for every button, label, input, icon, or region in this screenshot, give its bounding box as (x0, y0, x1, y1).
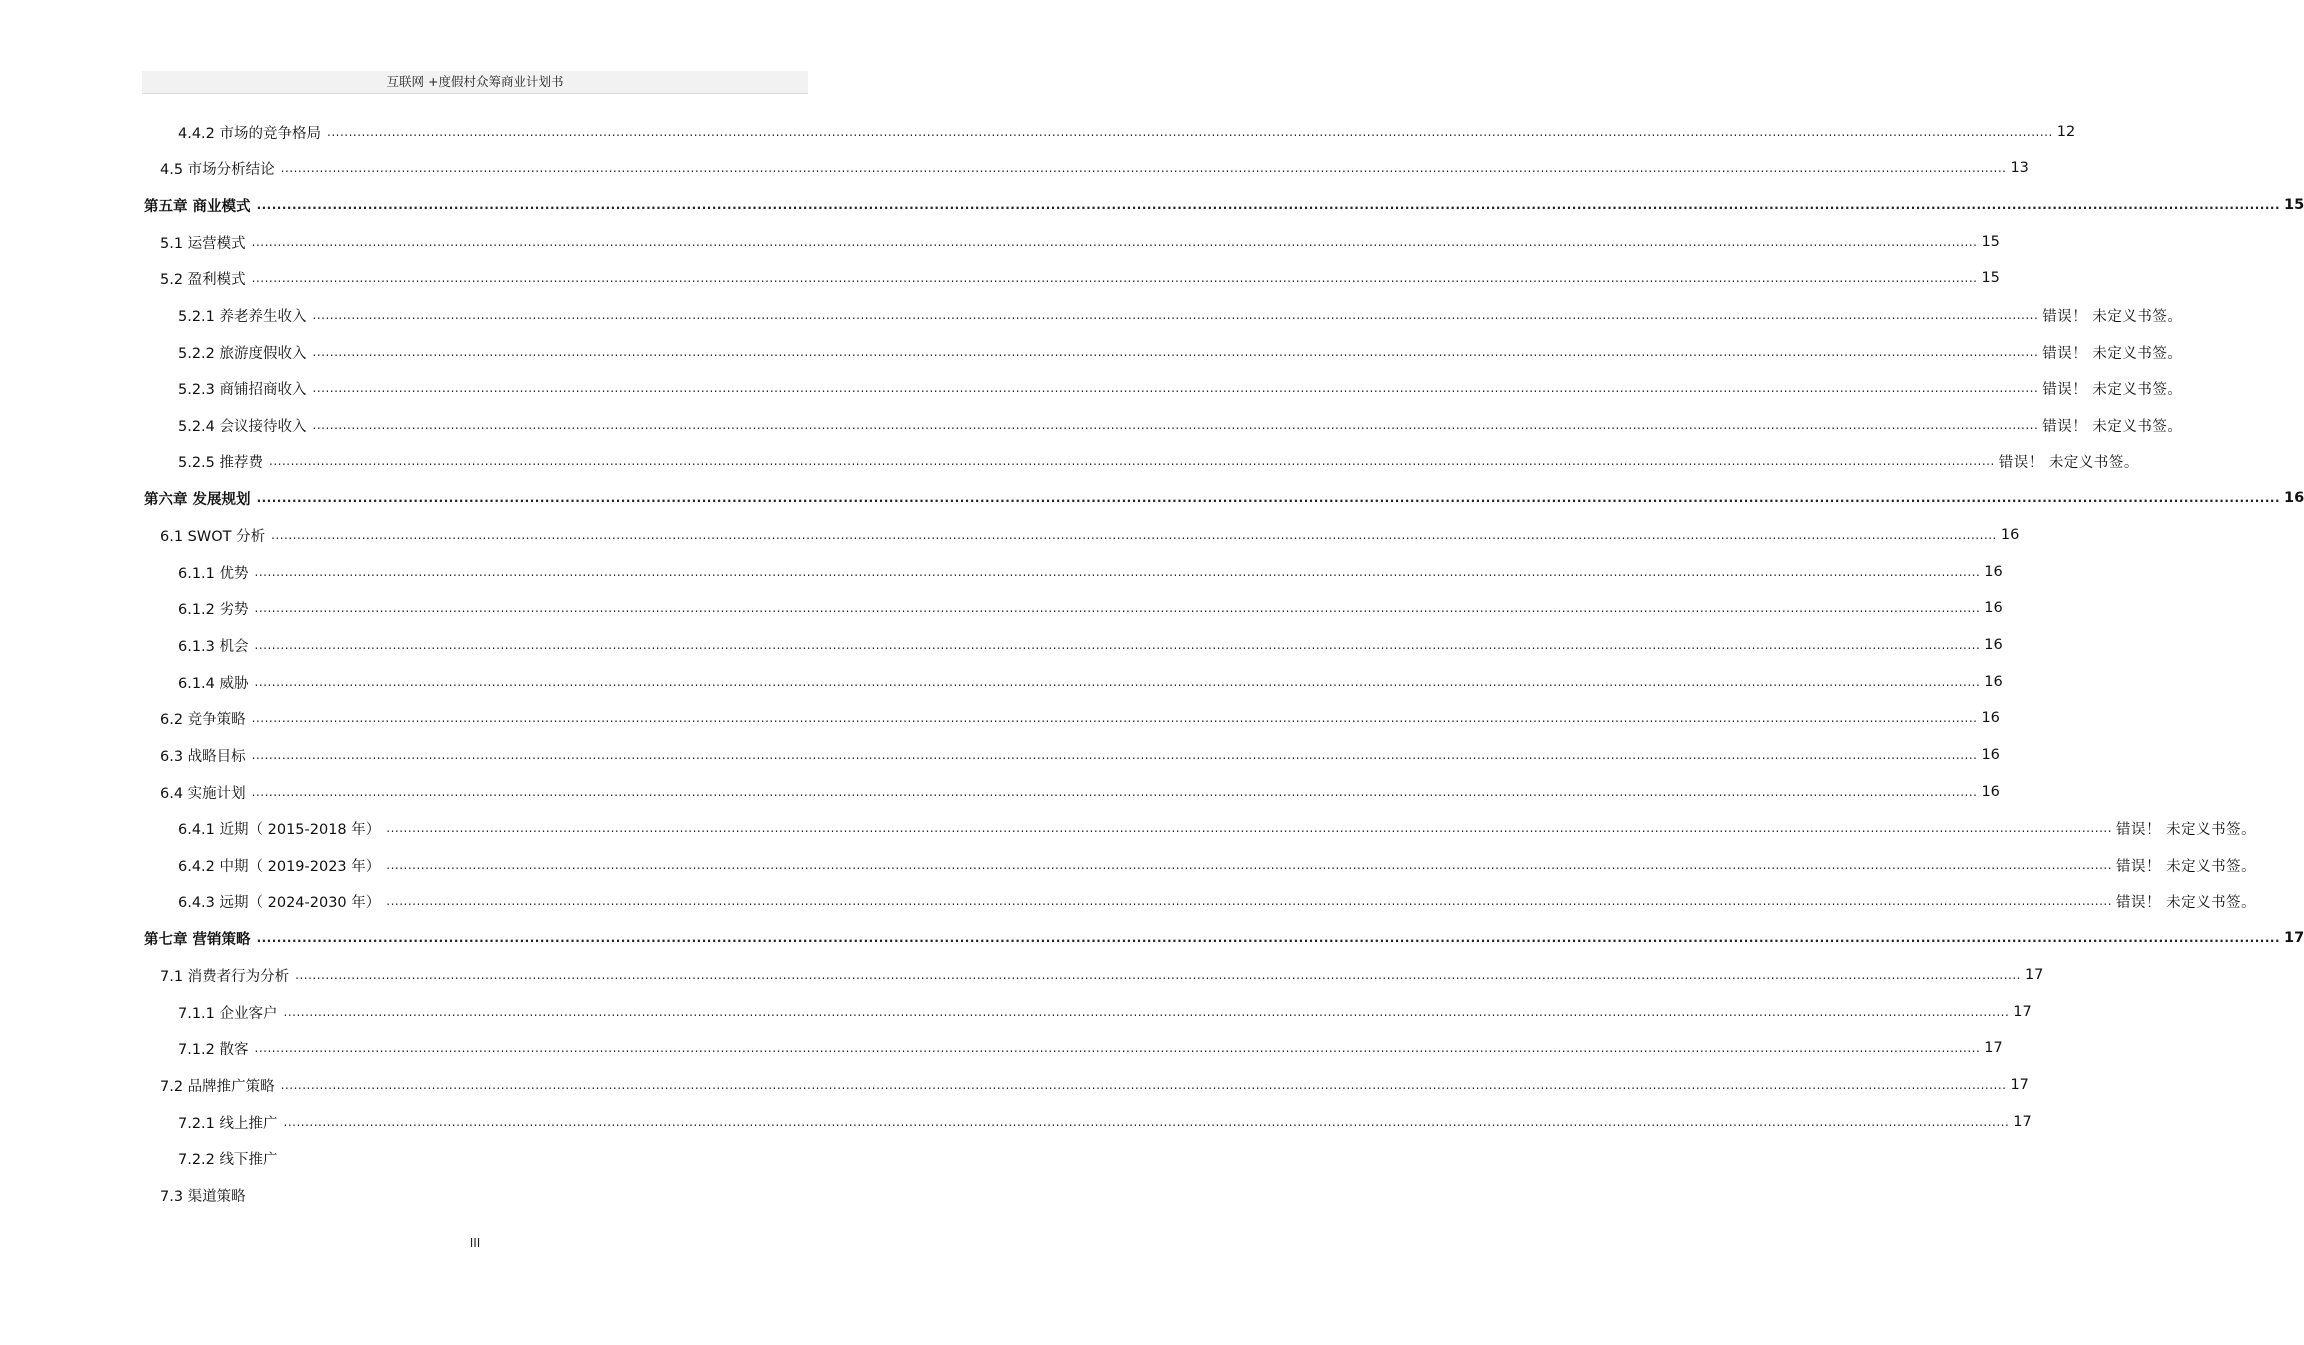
dot-leader: ................................................................................................................................................................................................................................................................................................................................................................................................................ (280, 161, 2007, 175)
toc-entry[interactable] (178, 847, 2257, 883)
toc-entry-title: 4.4.2 市场的竞争格局 (178, 125, 322, 142)
toc-entry-page: 16 (1984, 674, 2003, 690)
toc-entry-error: 错误！ 未定义书签。 (2116, 858, 2257, 875)
toc-entry-error: 错误！ 未定义书签。 (2042, 345, 2183, 362)
toc-entry[interactable] (160, 774, 2000, 810)
toc-entry[interactable] (178, 334, 2183, 370)
toc-entry-title: 5.2.3 商铺招商收入 (178, 381, 307, 398)
dot-leader: ................................................................................................................................................................................................................................................................................................................................................................................................................ (251, 235, 1978, 249)
dot-leader: ................................................................................................................................................................................................................................................................................................................................................................................................................ (280, 1078, 2007, 1092)
dot-leader: ................................................................................................................................................................................................................................................................................................................................................................................................................ (254, 565, 1981, 579)
toc-entry-title: 7.2.2 线下推广 (178, 1151, 278, 1168)
toc-entry-page: 16 (1981, 710, 2000, 726)
toc-entry-page: 15 (1981, 234, 2000, 250)
toc-entry-page: 17 (2284, 930, 2304, 946)
toc-entry[interactable] (144, 187, 2304, 223)
toc-entry-title: 6.1.1 优势 (178, 565, 249, 582)
dot-leader: ................................................................................................................................................................................................................................................................................................................................................................................................................ (295, 968, 2021, 982)
toc-entry[interactable] (178, 297, 2183, 333)
toc-entry-title: 4.5 市场分析结论 (160, 161, 275, 178)
toc-entry-page: 17 (2010, 1077, 2029, 1093)
toc-entry-title: 5.2.2 旅游度假收入 (178, 345, 307, 362)
toc-entry-title: 7.1.2 散客 (178, 1041, 249, 1058)
toc-entry[interactable] (160, 1067, 2029, 1103)
toc-entry-page: 17 (2024, 967, 2044, 983)
toc-entry[interactable] (178, 1140, 284, 1176)
toc-entry[interactable] (178, 627, 2003, 663)
toc-entry-title: 5.2.5 推荐费 (178, 454, 264, 471)
document-title: 互联网 +度假村众筹商业计划书 (386, 74, 564, 89)
toc-entry-page: 16 (2000, 527, 2020, 543)
dot-leader: ................................................................................................................................................................................................................................................................................................................................................................................................................ (251, 748, 1978, 762)
toc-entry[interactable] (178, 994, 2032, 1030)
dot-leader: ................................................................................................................................................................................................................................................................................................................................................................................................................ (254, 675, 1981, 689)
toc-entry[interactable] (178, 370, 2183, 406)
toc-entry-page: 12 (2056, 124, 2076, 140)
toc-entry-title: 6.3 战略目标 (160, 748, 246, 765)
toc-entry-title: 7.2.1 线上推广 (178, 1115, 278, 1132)
dot-leader: ................................................................................................................................................................................................................................................................................................................................................................................................................ (312, 381, 2039, 395)
toc-entry-page: 16 (1984, 600, 2003, 616)
dot-leader: ................................................................................................................................................................................................................................................................................................................................................................................................................ (312, 308, 2039, 322)
toc-entry-title: 6.4 实施计划 (160, 785, 246, 802)
toc-entry-title: 6.1.3 机会 (178, 638, 249, 655)
toc-entry-title: 5.2.1 养老养生收入 (178, 308, 307, 325)
dot-leader: ................................................................................................................................................................................................................................................................................................................................................................................................................ (251, 711, 1978, 725)
toc-entry-page: 16 (1984, 564, 2003, 580)
toc-entry[interactable] (160, 1177, 252, 1213)
toc-entry-title: 第六章 发展规划 (144, 491, 251, 508)
toc-entry[interactable] (178, 664, 2003, 700)
toc-entry[interactable] (178, 554, 2003, 590)
toc-entry-page: 16 (1981, 747, 2000, 763)
toc-entry[interactable] (178, 810, 2257, 846)
toc-entry-title: 5.2.4 会议接待收入 (178, 418, 307, 435)
toc-entry[interactable] (160, 700, 2000, 736)
toc-entry-page: 15 (1981, 270, 2000, 286)
toc-entry[interactable] (178, 1104, 2032, 1140)
toc-entry-title: 7.3 渠道策略 (160, 1188, 246, 1205)
toc-entry[interactable] (178, 114, 2076, 150)
dot-leader: ................................................................................................................................................................................................................................................................................................................................................................................................................ (386, 858, 2113, 872)
dot-leader: ................................................................................................................................................................................................................................................................................................................................................................................................................ (312, 345, 2039, 359)
toc-entry-title: 6.4.3 远期（ 2024-2030 年） (178, 894, 381, 911)
dot-leader: ................................................................................................................................................................................................................................................................................................................................................................................................................ (312, 418, 2039, 432)
toc-entry-title: 7.2 品牌推广策略 (160, 1078, 275, 1095)
dot-leader: ................................................................................................................................................................................................................................................................................................................................................................................................................ (256, 198, 2280, 212)
dot-leader: ................................................................................................................................................................................................................................................................................................................................................................................................................ (269, 454, 1995, 468)
toc-entry-title: 5.1 运营模式 (160, 235, 246, 252)
toc-entry[interactable] (178, 407, 2183, 443)
dot-leader: ................................................................................................................................................................................................................................................................................................................................................................................................................ (256, 491, 2280, 505)
dot-leader: ................................................................................................................................................................................................................................................................................................................................................................................................................ (254, 601, 1981, 615)
page-number: III (469, 1236, 481, 1250)
toc-entry-error: 错误！ 未定义书签。 (2042, 418, 2183, 435)
toc-entry-title: 第五章 商业模式 (144, 198, 251, 215)
dot-leader: ................................................................................................................................................................................................................................................................................................................................................................................................................ (283, 1115, 2010, 1129)
toc-entry[interactable] (160, 737, 2000, 773)
toc-entry[interactable] (144, 480, 2304, 516)
toc-entry[interactable] (160, 260, 2000, 296)
toc-entry[interactable] (178, 590, 2003, 626)
dot-leader: ................................................................................................................................................................................................................................................................................................................................................................................................................ (251, 271, 1978, 285)
toc-entry-page: 17 (2013, 1004, 2032, 1020)
toc-entry-page: 16 (1981, 784, 2000, 800)
toc-entry-page: 17 (2013, 1114, 2032, 1130)
dot-leader: ................................................................................................................................................................................................................................................................................................................................................................................................................ (283, 1005, 2010, 1019)
running-header (142, 71, 808, 94)
toc-entry-title: 7.1 消费者行为分析 (160, 968, 290, 985)
toc-entry-error: 错误！ 未定义书签。 (2116, 894, 2257, 911)
toc-entry[interactable] (178, 1030, 2003, 1066)
toc-entry-error: 错误！ 未定义书签。 (2116, 821, 2257, 838)
toc-entry[interactable] (160, 150, 2029, 186)
toc-entry-title: 5.2 盈利模式 (160, 271, 246, 288)
dot-leader: ................................................................................................................................................................................................................................................................................................................................................................................................................ (256, 931, 2280, 945)
toc-entry-title: 6.1.4 威胁 (178, 675, 249, 692)
toc-entry-error: 错误！ 未定义书签。 (2042, 308, 2183, 325)
toc-entry[interactable] (178, 883, 2257, 919)
toc-entry[interactable] (160, 517, 2020, 553)
toc-entry-title: 6.2 竞争策略 (160, 711, 246, 728)
toc-entry-title: 7.1.1 企业客户 (178, 1005, 278, 1022)
toc-entry-title: 6.1.2 劣势 (178, 601, 249, 618)
toc-entry[interactable] (160, 224, 2000, 260)
dot-leader: ................................................................................................................................................................................................................................................................................................................................................................................................................ (251, 785, 1978, 799)
toc-entry-page: 13 (2010, 160, 2029, 176)
toc-entry-page: 15 (2284, 197, 2304, 213)
toc-entry[interactable] (144, 920, 2304, 956)
toc-entry[interactable] (178, 443, 2139, 479)
toc-entry[interactable] (160, 957, 2044, 993)
dot-leader: ................................................................................................................................................................................................................................................................................................................................................................................................................ (386, 821, 2113, 835)
toc-entry-page: 16 (2284, 490, 2304, 506)
dot-leader: ................................................................................................................................................................................................................................................................................................................................................................................................................ (327, 125, 2053, 139)
toc-entry-error: 错误！ 未定义书签。 (1998, 454, 2139, 471)
toc-entry-page: 16 (1984, 637, 2003, 653)
dot-leader: ................................................................................................................................................................................................................................................................................................................................................................................................................ (254, 1041, 1981, 1055)
toc-entry-title: 第七章 营销策略 (144, 931, 251, 948)
dot-leader: ................................................................................................................................................................................................................................................................................................................................................................................................................ (386, 894, 2113, 908)
toc-entry-title: 6.4.1 近期（ 2015-2018 年） (178, 821, 381, 838)
dot-leader: ................................................................................................................................................................................................................................................................................................................................................................................................................ (271, 528, 1997, 542)
dot-leader: ................................................................................................................................................................................................................................................................................................................................................................................................................ (254, 638, 1981, 652)
toc-entry-title: 6.4.2 中期（ 2019-2023 年） (178, 858, 381, 875)
toc-entry-page: 17 (1984, 1040, 2003, 1056)
toc-entry-title: 6.1 SWOT 分析 (160, 528, 266, 545)
toc-entry-error: 错误！ 未定义书签。 (2042, 381, 2183, 398)
